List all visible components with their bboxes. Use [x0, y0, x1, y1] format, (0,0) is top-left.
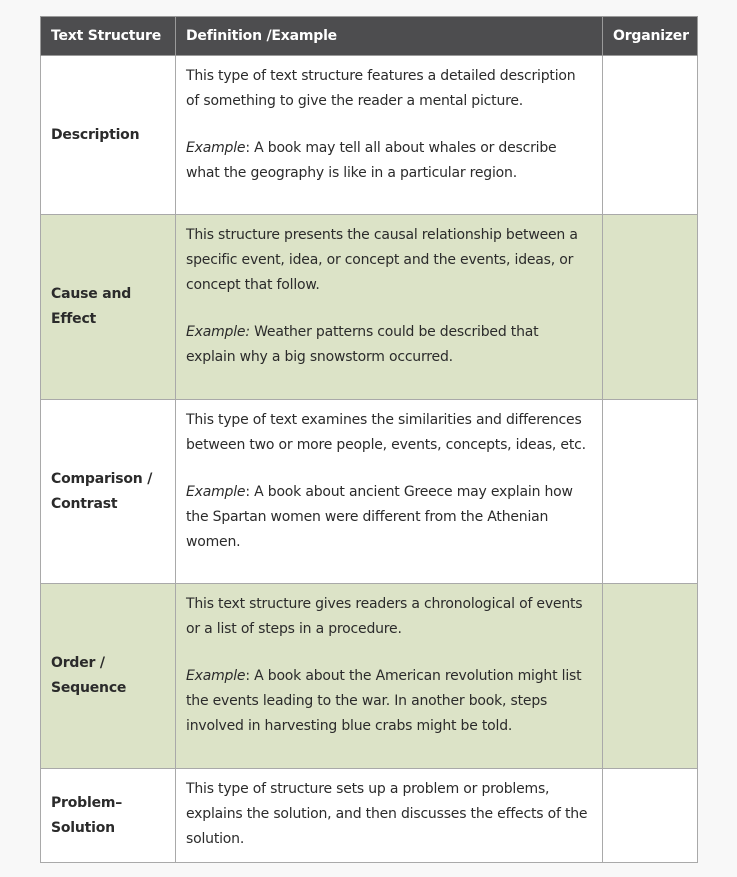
definition-text: This type of text structure features a detailed description of something to give the reader a mental picture.	[186, 68, 576, 109]
table-row-comparison-contrast	[41, 400, 698, 584]
organizer-cell	[603, 769, 698, 863]
example-label: Example	[186, 668, 246, 684]
organizer-cell	[603, 400, 698, 584]
example-text: Weather patterns could be described that explain why a big snowstorm occurred.	[186, 324, 539, 365]
example-label: Example	[186, 140, 246, 156]
example-text: A book may tell all about whales or describe what the geography is like in a particular region.	[186, 140, 557, 181]
example-label: Example	[186, 484, 246, 500]
table-row-order-sequence	[41, 584, 698, 769]
table-row-description	[41, 56, 698, 215]
header-organizer: Organizer	[603, 17, 698, 56]
structure-name: Problem–Solution	[41, 769, 176, 863]
table-row-cause-effect	[41, 215, 698, 400]
definition-text: This structure presents the causal relationship between a specific event, idea, or concept and the events, ideas, or concept that follow.	[186, 227, 578, 293]
definition-cell	[176, 769, 603, 863]
definition-cell	[176, 215, 603, 400]
example-separator: :	[245, 140, 250, 156]
definition-text: This text structure gives readers a chronological of events or a list of steps in a procedure.	[186, 596, 583, 637]
definition-cell	[176, 56, 603, 215]
definition-text: This type of structure sets up a problem or problems, explains the solution, and then discusses the effects of the solution.	[186, 781, 588, 847]
structure-name: Cause and Effect	[41, 215, 176, 400]
definition-text: This type of text examines the similarities and differences between two or more people, events, concepts, ideas, etc.	[186, 412, 586, 453]
header-definition-example: Definition /Example	[176, 17, 603, 56]
example-separator: :	[245, 484, 250, 500]
header-text-structure: Text Structure	[41, 17, 176, 56]
structure-name: Order / Sequence	[41, 584, 176, 769]
organizer-cell	[603, 56, 698, 215]
example-text: A book about the American revolution might list the events leading to the war. In another book, steps involved in harvesting blue crabs might be told.	[186, 668, 582, 734]
header-row	[41, 17, 698, 56]
text-structures-table	[40, 16, 698, 863]
example-label: Example:	[186, 324, 250, 340]
organizer-cell	[603, 215, 698, 400]
example-paragraph	[186, 320, 592, 370]
structure-name: Comparison / Contrast	[41, 400, 176, 584]
organizer-cell	[603, 584, 698, 769]
example-paragraph	[186, 480, 592, 555]
text-structures-table-container	[40, 16, 697, 863]
definition-cell	[176, 584, 603, 769]
example-paragraph	[186, 664, 592, 739]
definition-cell	[176, 400, 603, 584]
example-paragraph	[186, 136, 592, 186]
example-text: A book about ancient Greece may explain how the Spartan women were different from the Athenian women.	[186, 484, 573, 550]
structure-name: Description	[41, 56, 176, 215]
example-separator: :	[245, 668, 250, 684]
table-row-problem-solution	[41, 769, 698, 863]
